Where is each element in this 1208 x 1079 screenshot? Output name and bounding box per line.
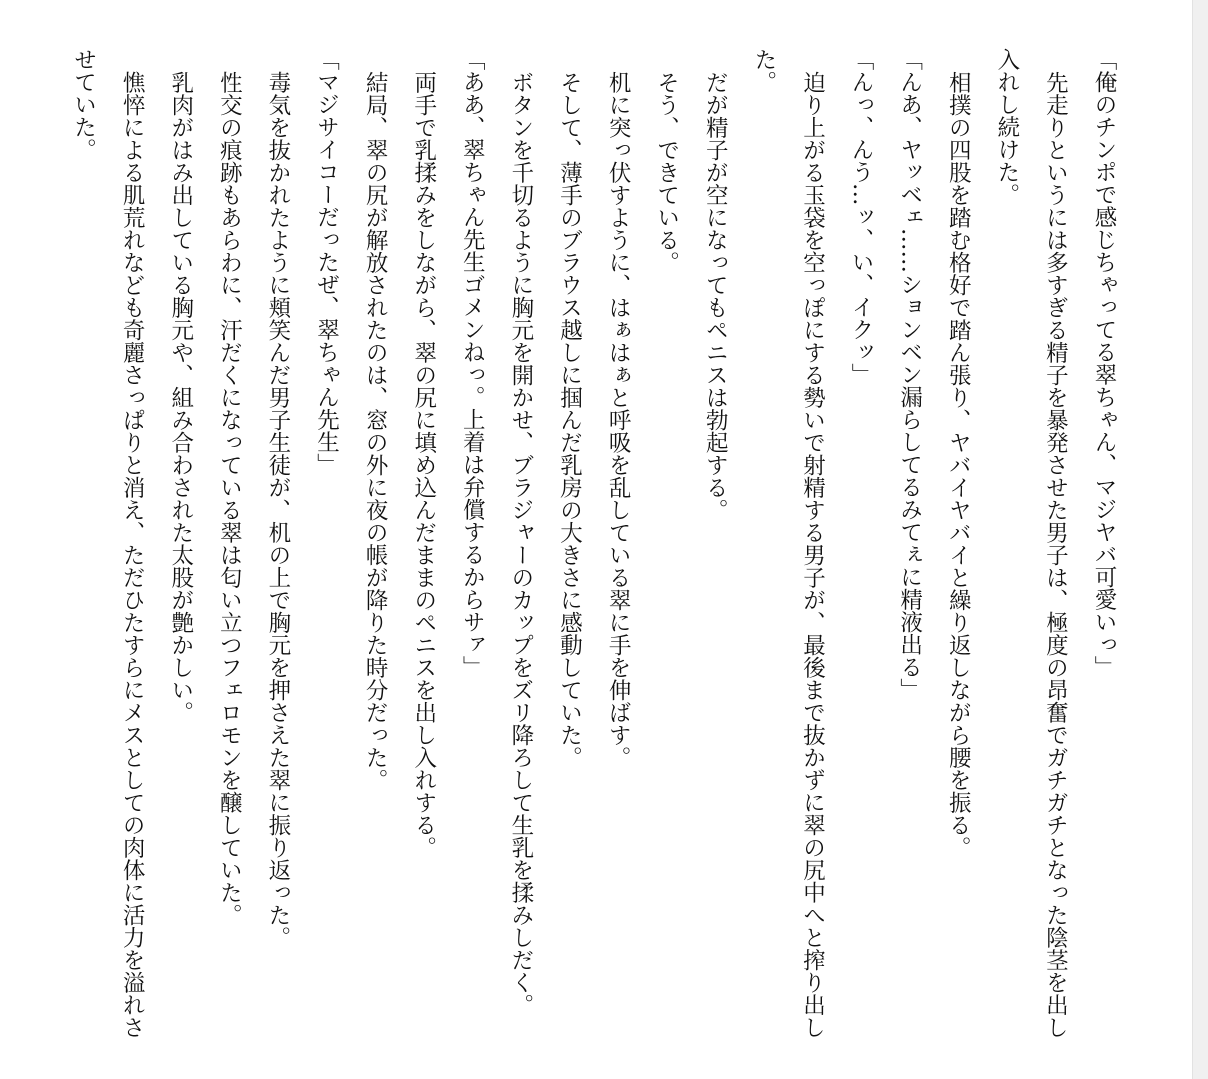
paragraph: そう、できている。 xyxy=(653,70,680,273)
paragraph: 乳肉がはみ出している胸元や、組み合わされた太股が艶かしい。 xyxy=(167,70,194,723)
paragraph: ボタンを千切るように胸元を開かせ、ブラジャーのカップをズリ降ろして生乳を揉みしだく。 xyxy=(507,70,534,1016)
vertical-text-body xyxy=(59,48,1128,1048)
paragraph: 結局、翠の尻が解放されたのは、窓の外に夜の帳が降りた時分だった。 xyxy=(362,70,389,791)
paragraph: 「んあ、ヤッベェ……ションベン漏らしてるみてぇに精液出る」 xyxy=(896,48,923,701)
paragraph: 両手で乳揉みをしながら、翠の尻に填め込んだままのペニスを出し入れする。 xyxy=(410,70,437,858)
paragraph: 性交の痕跡もあらわに、汗だくになっている翠は匂い立つフェロモンを醸していた。 xyxy=(216,70,243,926)
paragraph: 毒気を抜かれたように頬笑んだ男子生徒が、机の上で胸元を押さえた翠に振り返った。 xyxy=(264,70,291,948)
paragraph: そして、薄手のブラウス越しに掴んだ乳房の大きさに感動していた。 xyxy=(556,70,583,768)
paragraph: 「んっ、んう…ッ、い、イクッ」 xyxy=(848,48,875,386)
paragraph: 「マジサイコーだったぜ、翠ちゃん先生」 xyxy=(313,48,340,476)
paragraph: 「ああ、翠ちゃん先生ゴメンねっ。上着は弁償するからサァ」 xyxy=(459,48,486,678)
paragraph: だが精子が空になってもペニスは勃起する。 xyxy=(702,70,729,521)
paragraph: 相撲の四股を踏む格好で踏ん張り、ヤバイヤバイと繰り返しながら腰を振る。 xyxy=(945,70,972,858)
paragraph: 先走りというには多すぎる精子を暴発させた男子は、極度の昂奮でガチガチとなった陰茎を出し入れし続けた。 xyxy=(993,48,1069,1038)
paragraph: 迫り上がる玉袋を空っぽにする勢いで射精する男子が、最後まで抜かずに翠の尻中へと搾り出した。 xyxy=(750,48,826,1038)
scrollbar[interactable] xyxy=(1192,0,1208,1079)
paragraph: 机に突っ伏すように、はぁはぁと呼吸を乱している翠に手を伸ばす。 xyxy=(605,70,632,768)
paragraph: 憔悴による肌荒れなども奇麗さっぱりと消え、ただひたすらにメスとしての肉体に活力を溢れさせていた。 xyxy=(70,48,146,1038)
paragraph: 「俺のチンポで感じちゃってる翠ちゃん、マジヤバ可愛いっ」 xyxy=(1091,48,1117,678)
